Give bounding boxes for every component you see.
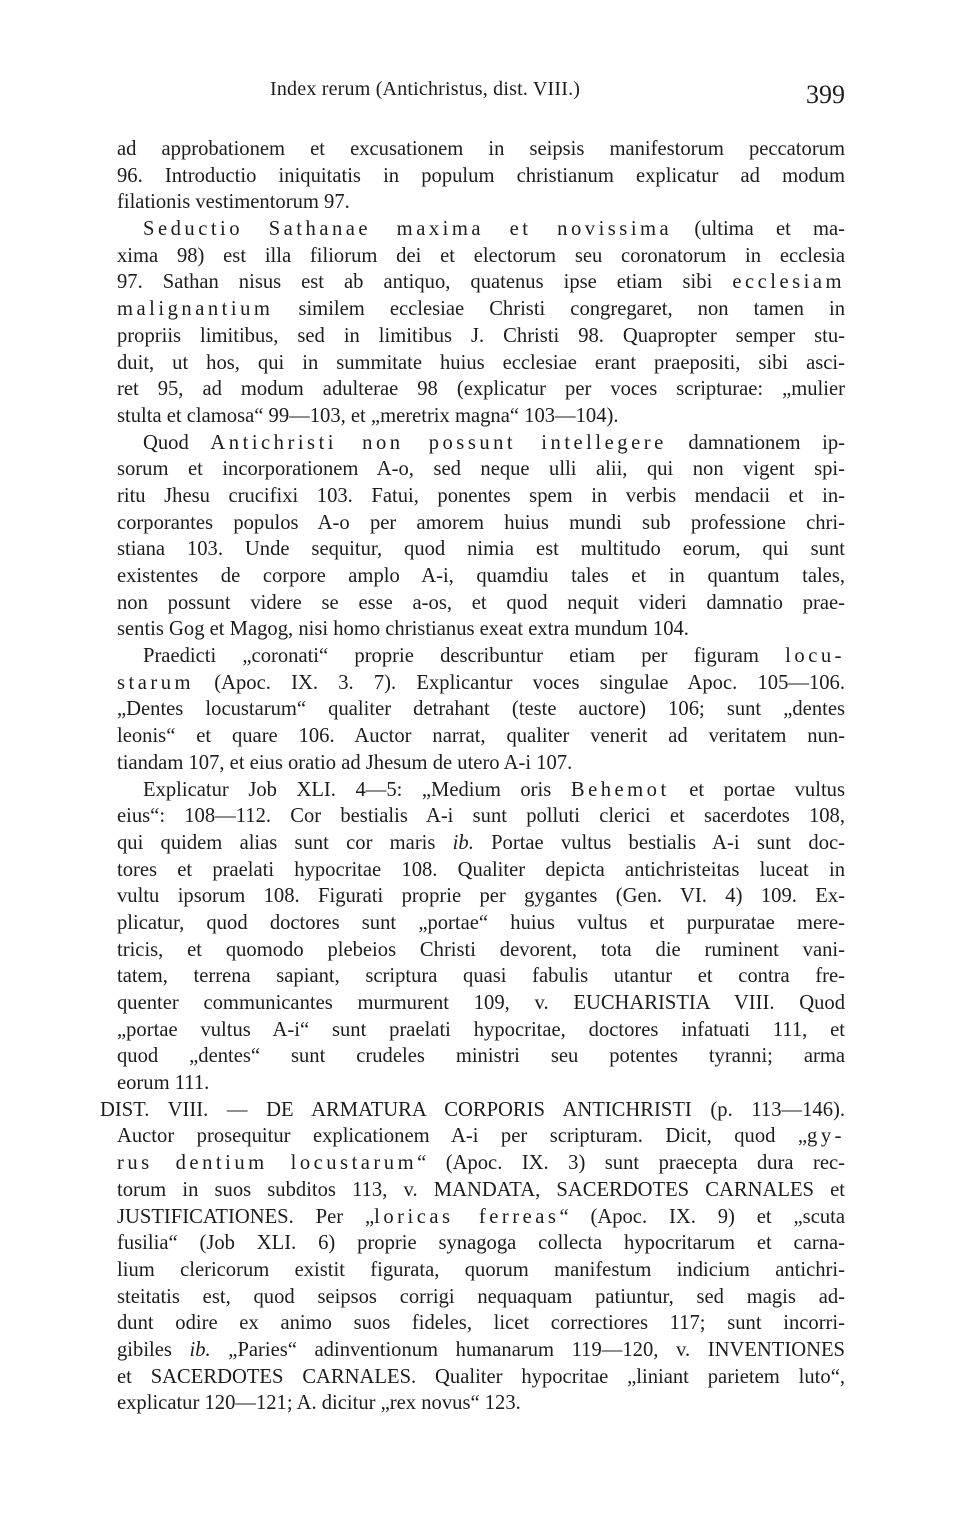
text-segment: Explicatur Job XLI. 4—5: „Medium oris (143, 778, 571, 801)
text-line (117, 350, 845, 377)
text-segment: fusilia“ (Job XLI. 6) proprie synagoga collecta hypocritarum et carna- (117, 1232, 845, 1255)
text-line (117, 830, 845, 857)
text-line (117, 963, 845, 990)
text-line (117, 1043, 845, 1070)
text-line (117, 1310, 845, 1337)
text-segment: stulta et clamosa“ 99—103, et „meretrix magna“ 103—104). (117, 404, 619, 427)
text-line (117, 376, 845, 403)
text-segment: et portae vultus (669, 778, 845, 801)
text-line (117, 1364, 845, 1391)
text-segment: existentes de corpore amplo A-i, quamdiu tales et in quantum tales, (117, 565, 845, 587)
text-segment: dunt odire ex animo suos fideles, licet correctiores 117; sunt incorri- (117, 1312, 845, 1335)
text-line (117, 1177, 845, 1204)
spaced-term: Seductio Sathanae maxima et novissima (143, 218, 673, 241)
text-segment: “ (Apoc. IX. 3) sunt praecepta dura rec- (417, 1152, 845, 1175)
text-line (117, 750, 845, 777)
index-body-text (100, 136, 845, 1417)
text-line (117, 403, 845, 430)
text-line (117, 777, 845, 804)
text-line (117, 1204, 845, 1231)
text-segment: Portae vultus bestialis A-i sunt doc- (473, 831, 845, 854)
text-line (117, 990, 845, 1017)
text-line (117, 456, 845, 483)
text-segment: Auctor prosequitur explicationem A-i per scripturam. Dicit, quod „ (117, 1125, 808, 1148)
text-segment: sorum et incorporationem A-o, sed neque ulli alii, qui non vigent spi- (117, 458, 845, 481)
text-line (117, 1284, 845, 1311)
text-segment: explicatur 120—121; A. dicitur „rex novus“ 123. (117, 1392, 521, 1415)
italic-term: ib. (189, 1338, 211, 1361)
text-segment: ritu Jhesu crucifixi 103. Fatui, ponentes spem in verbis mendacii et in- (117, 484, 845, 507)
text-line (117, 590, 845, 617)
text-line (117, 910, 845, 937)
text-segment: tores et praelati hypocritae 108. Qualiter depicta antichristeitas luceat in (117, 858, 845, 881)
text-segment: non possunt videre se esse a-os, et quod nequit videri damnatio prae- (117, 591, 845, 614)
text-segment: (Apoc. IX. 3. 7). Explicantur voces singulae Apoc. 105—106. (194, 671, 845, 694)
text-line (117, 883, 845, 910)
page-number: 399 (806, 80, 845, 109)
text-segment: eius“: 108—112. Cor bestialis A-i sunt polluti clerici et sacerdotes 108, (117, 805, 845, 828)
text-line (117, 643, 845, 670)
text-line (117, 296, 845, 323)
text-segment: steitatis est, quod seipsos corrigi nequaquam patiuntur, sed magis ad- (117, 1285, 845, 1308)
text-line (117, 136, 845, 163)
text-segment: xima 98) est illa filiorum dei et electorum seu coronatorum in ecclesia (117, 244, 845, 267)
text-segment: et SACERDOTES CARNALES. Qualiter hypocritae „liniant parietem luto“, (117, 1365, 845, 1388)
text-line (117, 163, 845, 190)
page (100, 0, 845, 1538)
spaced-term: malignantium (117, 298, 274, 321)
text-segment: tiandam 107, et eius oratio ad Jhesum de utero A-i 107. (117, 751, 573, 774)
text-line (117, 1390, 845, 1417)
text-segment: Quod (143, 431, 211, 454)
text-segment: Praedicti „coronati“ proprie describuntur etiam per figuram (143, 645, 786, 668)
italic-term: ib. (452, 831, 474, 854)
text-segment: damnationem ip- (666, 431, 845, 454)
text-line (117, 536, 845, 563)
text-line (117, 696, 845, 723)
text-segment: qui quidem alias sunt cor maris (117, 831, 453, 854)
text-segment: eorum 111. (117, 1072, 210, 1095)
text-segment: 96. Introductio iniquitatis in populum christianum explicatur ad modum (117, 164, 845, 187)
text-segment: leonis“ et quare 106. Auctor narrat, qualiter venerit ad veritatem nun- (117, 725, 845, 748)
text-segment: vultu ipsorum 108. Figurati proprie per gygantes (Gen. VI. 4) 109. Ex- (117, 885, 845, 908)
text-line (117, 1337, 845, 1364)
text-segment: gibiles (117, 1338, 190, 1361)
spaced-term: loricas ferreas (374, 1205, 560, 1228)
spaced-term: locu- (785, 645, 845, 668)
text-line (117, 1070, 845, 1097)
text-segment: „Paries“ adinventionum humanarum 119—120, v. INVENTIONES (210, 1338, 845, 1361)
text-line (117, 616, 845, 643)
text-segment: propriis limitibus, sed in limitibus J. Christi 98. Quapropter semper stu- (117, 324, 845, 347)
text-segment: duit, ut hos, qui in summitate huius ecclesiae erant praepositi, sibi asci- (117, 351, 845, 374)
text-segment: quod „dentes“ sunt crudeles ministri seu potentes tyranni; arma (117, 1045, 845, 1068)
text-line (117, 1150, 845, 1177)
text-segment: stiana 103. Unde sequitur, quod nimia est multitudo eorum, qui sunt (117, 538, 845, 561)
text-segment: lium clericorum existit figurata, quorum manifestum indicium antichri- (117, 1258, 845, 1281)
text-line (117, 216, 845, 243)
text-line (117, 1017, 845, 1044)
text-segment: sentis Gog et Magog, nisi homo christianus exeat extra mundum 104. (117, 618, 689, 641)
text-segment: tatem, terrena sapiant, scriptura quasi fabulis utantur et contra fre- (117, 965, 845, 988)
spaced-term: ecclesiam (732, 271, 845, 294)
spaced-term: gy- (807, 1125, 845, 1148)
text-line (117, 1230, 845, 1257)
spaced-term: starum (117, 671, 195, 694)
text-line (117, 243, 845, 270)
text-segment: plicatur, quod doctores sunt „portae“ huius vultus et purpuratae mere- (117, 911, 845, 934)
text-line (117, 269, 845, 296)
text-segment: similem ecclesiae Christi congregaret, non tamen in (273, 298, 845, 321)
text-segment: (ultima et ma- (672, 218, 845, 241)
text-line (117, 803, 845, 830)
text-line (117, 723, 845, 750)
text-segment: JUSTIFICATIONES. Per „ (117, 1205, 375, 1228)
text-segment: “ (Apoc. IX. 9) et „scuta (559, 1205, 845, 1228)
spaced-term: rus dentium locustarum (117, 1152, 418, 1175)
spaced-term: Behemot (570, 778, 670, 801)
text-line (100, 1097, 845, 1124)
text-line (117, 670, 845, 697)
text-segment: ret 95, ad modum adulterae 98 (explicatur per voces scripturae: „mulier (117, 378, 845, 401)
spaced-term: Antichristi non possunt intellegere (210, 431, 667, 454)
text-line (117, 1257, 845, 1284)
text-segment: „portae vultus A-i“ sunt praelati hypocritae, doctores infatuati 111, et (117, 1018, 845, 1041)
text-segment: corporantes populos A-o per amorem huius mundi sub professione chri- (117, 511, 845, 534)
text-line (117, 323, 845, 350)
text-segment: torum in suos subditos 113, v. MANDATA, SACERDOTES CARNALES et (117, 1178, 845, 1201)
text-line (117, 483, 845, 510)
text-line (117, 510, 845, 537)
text-line (117, 857, 845, 884)
text-line (117, 1123, 845, 1150)
text-line (117, 563, 845, 590)
text-segment: quenter communicantes murmurent 109, v. EUCHARISTIA VIII. Quod (117, 992, 845, 1014)
text-segment: 97. Sathan nisus est ab antiquo, quatenus ipse etiam sibi (117, 271, 733, 294)
running-title: Index rerum (Antichristus, dist. VIII.) (270, 78, 581, 100)
text-segment: filationis vestimentorum 97. (117, 191, 350, 214)
text-segment: ad approbationem et excusationem in seipsis manifestorum peccatorum (117, 138, 845, 160)
text-segment: tricis, et quomodo plebeios Christi devorent, tota die ruminent vani- (117, 938, 845, 961)
text-line (117, 430, 845, 457)
text-segment: DIST. VIII. — DE ARMATURA CORPORIS ANTICHRISTI (p. 113—146). (100, 1098, 845, 1121)
text-line (117, 937, 845, 964)
text-line (117, 189, 845, 216)
page-header (117, 78, 845, 118)
text-segment: „Dentes locustarum“ qualiter detrahant (teste auctore) 106; sunt „dentes (117, 698, 845, 721)
